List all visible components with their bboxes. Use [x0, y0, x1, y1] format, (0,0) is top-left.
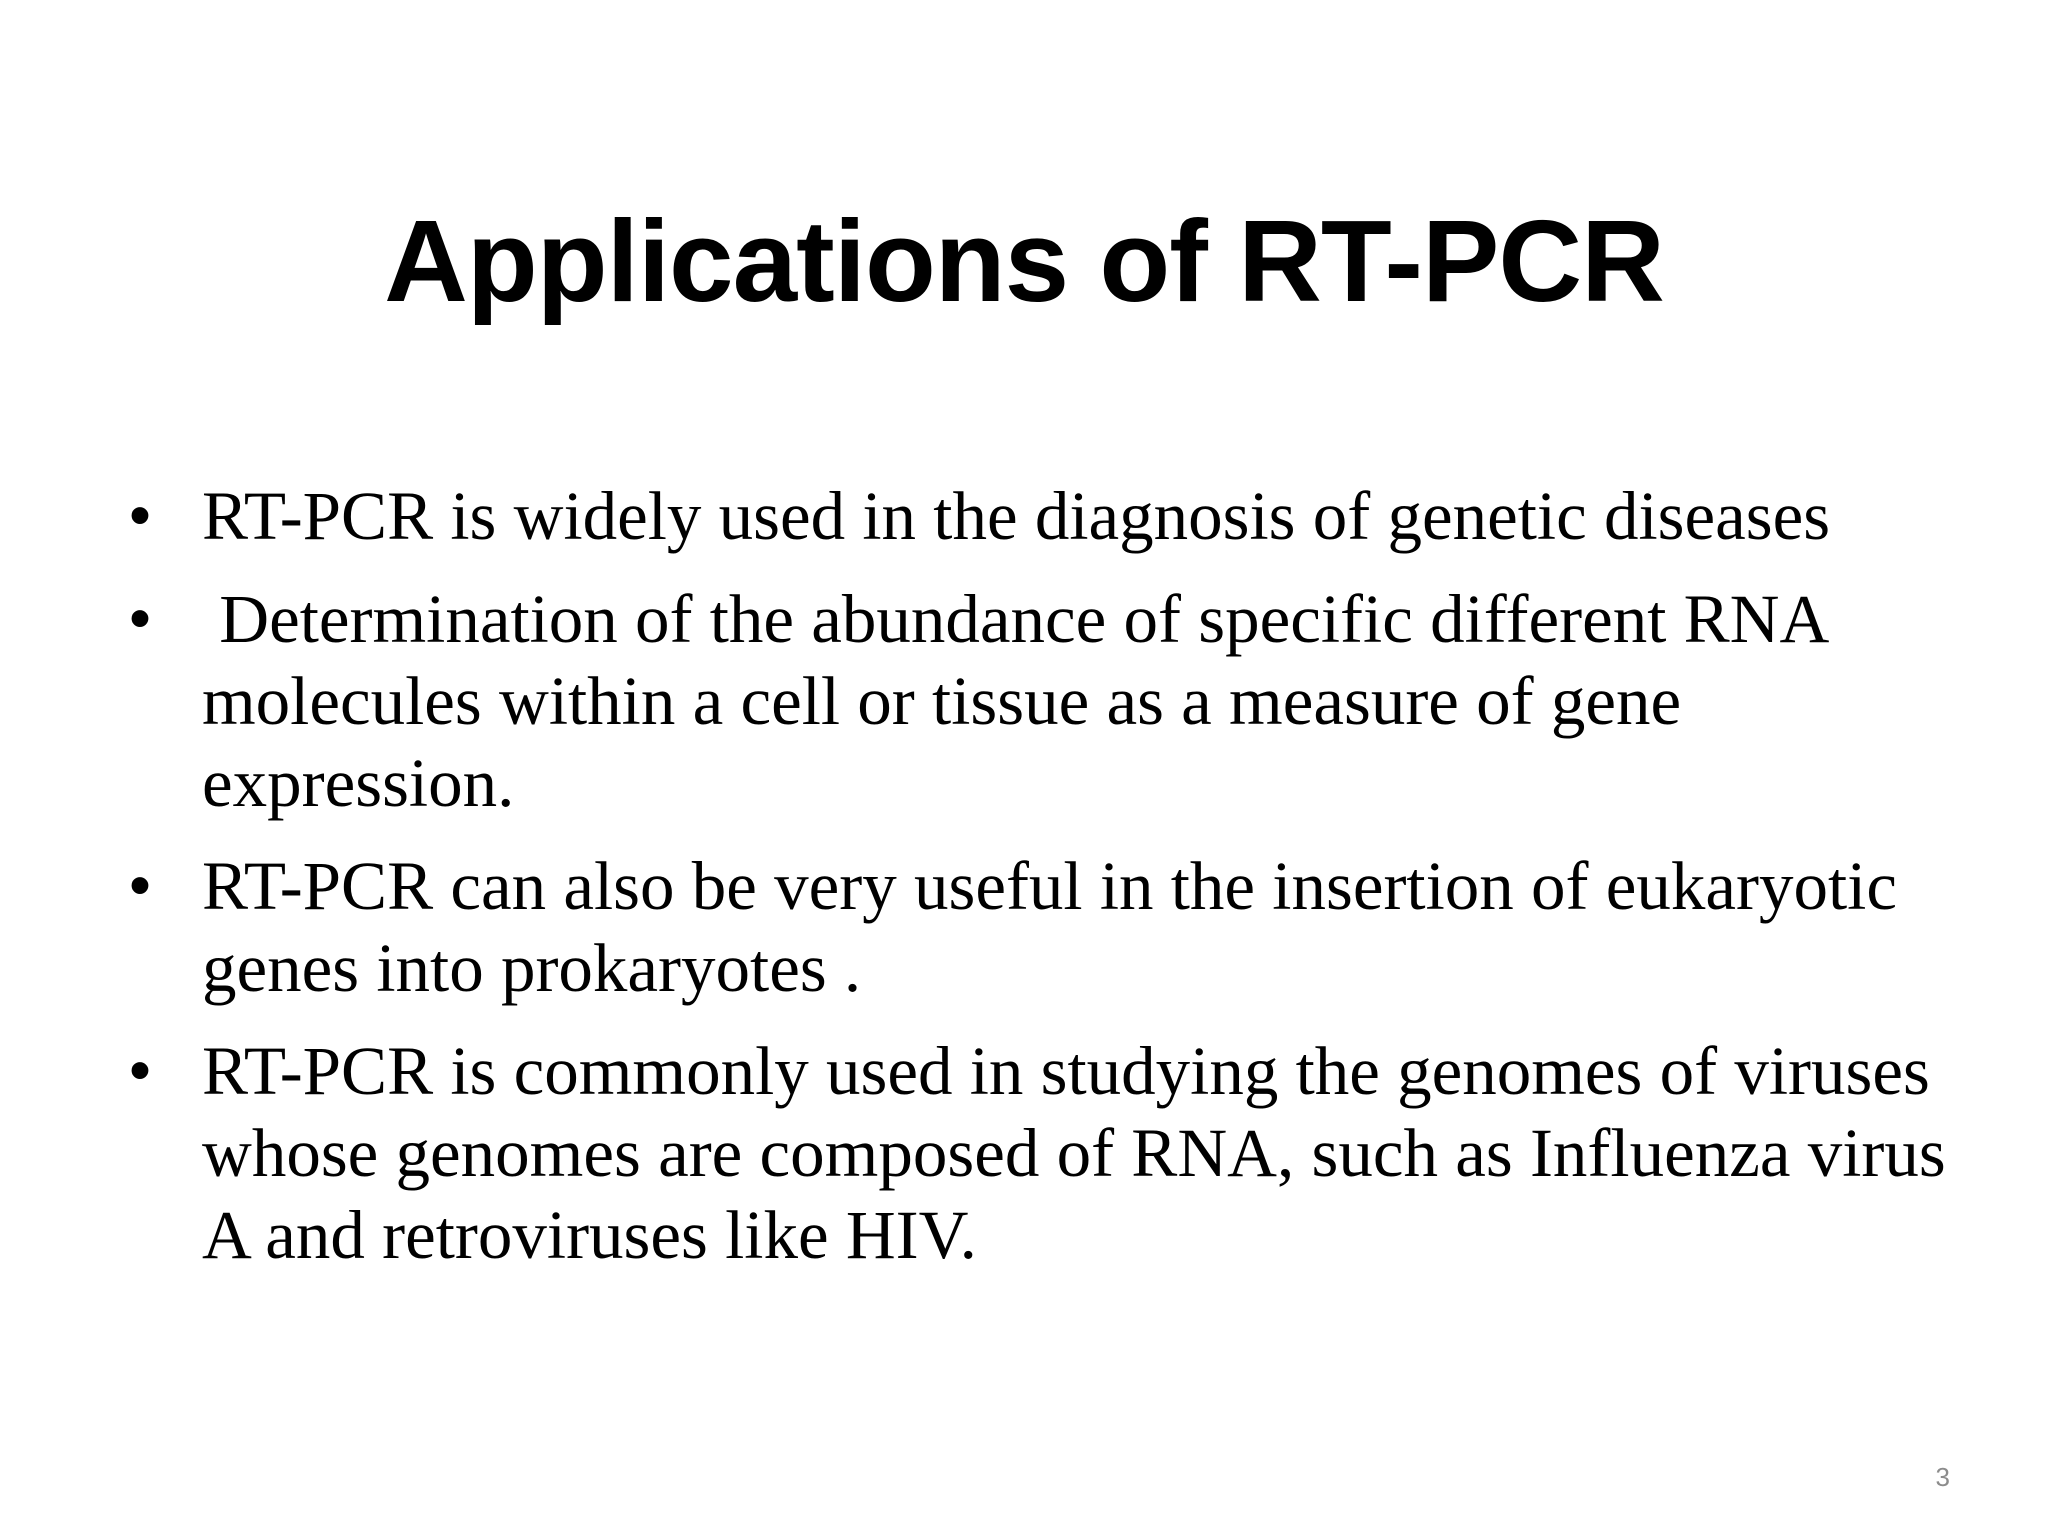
bullet-item [120, 1030, 1980, 1276]
page-number: 3 [1935, 1462, 1950, 1492]
bullet-text: RT-PCR is widely used in the diagnosis of genetic diseases [202, 478, 1831, 554]
bullet-list [120, 475, 1980, 1297]
bullet-item [120, 578, 1980, 824]
bullet-text: RT-PCR can also be very useful in the insertion of eukaryotic genes into prokaryotes . [202, 848, 1897, 1006]
bullet-dot-icon: • [129, 481, 151, 550]
bullet-item [120, 845, 1980, 1009]
bullet-dot-icon: • [129, 851, 151, 920]
bullet-item [120, 475, 1980, 557]
bullet-dot-icon: • [129, 584, 151, 653]
bullet-text: RT-PCR is commonly used in studying the genomes of viruses whose genomes are composed of RNA, such as Influenza virus A and retroviruses like HIV. [202, 1033, 1946, 1273]
slide-title: Applications of RT-PCR [384, 196, 1664, 326]
bullet-dot-icon: • [129, 1036, 151, 1105]
bullet-text: Determination of the abundance of specific different RNA molecules within a cell or tissue as a measure of gene expression. [202, 581, 1843, 821]
